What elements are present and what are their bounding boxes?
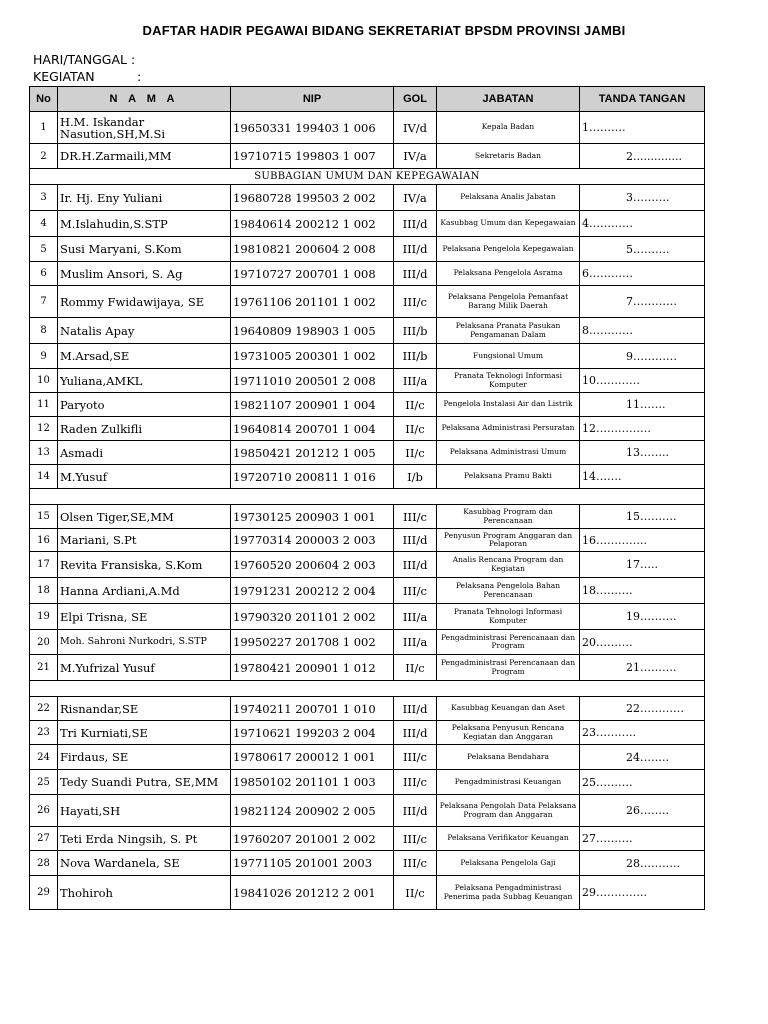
cell-no: 14 [30,465,58,489]
cell-gol: III/d [394,529,437,552]
cell-nip: 19790320 201101 2 002 [231,604,394,630]
cell-no: 24 [30,745,58,770]
cell-jabatan: Pelaksana Verifikator Keuangan [437,827,580,851]
cell-tanda-tangan: 11……. [580,393,705,417]
kegiatan-line [33,69,142,84]
cell-tanda-tangan: 5………. [580,237,705,262]
cell-nip: 19821124 200902 2 005 [231,795,394,827]
cell-tanda-tangan: 10………… [580,369,705,393]
cell-tanda-tangan: 12…………… [580,417,705,441]
cell-gol: III/c [394,505,437,529]
table-row [30,144,705,169]
cell-jabatan: Pengelola Instalasi Air dan Listrik [437,393,580,417]
cell-nip: 19650331 199403 1 006 [231,112,394,144]
cell-nip: 19710715 199803 1 007 [231,144,394,169]
table-row [30,237,705,262]
cell-no: 2 [30,144,58,169]
cell-jabatan: Pelaksana Pranata Pasukan Pengamanan Dalam [437,318,580,344]
cell-nama: Muslim Ansori, S. Ag [58,262,231,286]
cell-tanda-tangan: 22………… [580,697,705,721]
cell-no: 19 [30,604,58,630]
cell-nip: 19740211 200701 1 010 [231,697,394,721]
cell-no: 9 [30,344,58,369]
cell-jabatan: Kasubbag Program dan Perencanaan [437,505,580,529]
cell-nama: Firdaus, SE [58,745,231,770]
cell-no: 4 [30,211,58,237]
cell-gol: III/d [394,697,437,721]
header-nama: N A M A [58,87,231,112]
cell-jabatan: Sekretaris Badan [437,144,580,169]
table-row [30,655,705,681]
cell-no: 28 [30,851,58,876]
cell-no: 16 [30,529,58,552]
cell-gol: II/c [394,655,437,681]
attendance-table [29,86,705,910]
cell-nip: 19720710 200811 1 016 [231,465,394,489]
cell-no: 5 [30,237,58,262]
table-row [30,417,705,441]
cell-gol: III/c [394,286,437,318]
attendance-rows [30,112,705,910]
cell-nama: Hanna Ardiani,A.Md [58,578,231,604]
cell-jabatan: Pelaksana Pengolah Data Pelaksana Program dan Anggaran [437,795,580,827]
table-row [30,112,705,144]
cell-tanda-tangan: 8………… [580,318,705,344]
cell-gol: IV/a [394,144,437,169]
cell-no: 22 [30,697,58,721]
header-no: No [30,87,58,112]
cell-gol: III/c [394,851,437,876]
cell-gol: I/b [394,465,437,489]
table-row [30,262,705,286]
cell-no: 29 [30,876,58,910]
cell-gol: III/b [394,318,437,344]
cell-jabatan: Pelaksana Pengelola Bahan Perencanaan [437,578,580,604]
table-row [30,529,705,552]
cell-gol: III/a [394,369,437,393]
cell-tanda-tangan: 26…….. [580,795,705,827]
table-row [30,344,705,369]
table-row [30,578,705,604]
cell-nama: M.Yusuf [58,465,231,489]
cell-tanda-tangan: 23……….. [580,721,705,745]
cell-jabatan: Pranata Tehnologi Informasi Komputer [437,604,580,630]
table-row [30,795,705,827]
separator-row [30,489,705,505]
cell-tanda-tangan: 21………. [580,655,705,681]
cell-jabatan: Pelaksana Pengelola Gaji [437,851,580,876]
cell-jabatan: Kasubbag Umum dan Kepegawaian [437,211,580,237]
cell-nama: Rommy Fwidawijaya, SE [58,286,231,318]
cell-jabatan: Kepala Badan [437,112,580,144]
table-row [30,876,705,910]
cell-nip: 19810821 200604 2 008 [231,237,394,262]
table-row [30,604,705,630]
cell-jabatan: Penyusun Program Anggaran dan Pelaporan [437,529,580,552]
cell-nip: 19791231 200212 2 004 [231,578,394,604]
cell-gol: III/b [394,344,437,369]
table-row [30,286,705,318]
cell-nama: Elpi Trisna, SE [58,604,231,630]
cell-tanda-tangan: 9………… [580,344,705,369]
cell-nama: Tedy Suandi Putra, SE,MM [58,770,231,795]
cell-nama: Natalis Apay [58,318,231,344]
cell-jabatan: Fungsional Umum [437,344,580,369]
cell-jabatan: Pelaksana Penyusun Rencana Kegiatan dan Anggaran [437,721,580,745]
cell-nip: 19711010 200501 2 008 [231,369,394,393]
cell-nip: 19841026 201212 2 001 [231,876,394,910]
cell-tanda-tangan: 27………. [580,827,705,851]
cell-tanda-tangan: 28……….. [580,851,705,876]
cell-gol: III/d [394,795,437,827]
cell-nama: Nova Wardanela, SE [58,851,231,876]
cell-gol: III/d [394,211,437,237]
table-row [30,745,705,770]
cell-nip: 19710727 200701 1 008 [231,262,394,286]
blank-cell [30,681,705,697]
cell-no: 13 [30,441,58,465]
cell-jabatan: Pengadministrasi Keuangan [437,770,580,795]
cell-nama: Risnandar,SE [58,697,231,721]
header-gol: GOL [394,87,437,112]
cell-jabatan: Pelaksana Administrasi Umum [437,441,580,465]
cell-nip: 19710621 199203 2 004 [231,721,394,745]
table-row [30,393,705,417]
table-header-row [30,87,705,112]
cell-jabatan: Pranata Teknologi Informasi Komputer [437,369,580,393]
table-row [30,211,705,237]
cell-gol: III/d [394,262,437,286]
cell-nama: Susi Maryani, S.Kom [58,237,231,262]
cell-nip: 19780617 200012 1 001 [231,745,394,770]
table-row [30,721,705,745]
cell-nama: Asmadi [58,441,231,465]
cell-tanda-tangan: 13…….. [580,441,705,465]
cell-tanda-tangan: 29………….. [580,876,705,910]
cell-no: 7 [30,286,58,318]
blank-cell [30,489,705,505]
cell-tanda-tangan: 3………. [580,185,705,211]
cell-gol: III/d [394,552,437,578]
cell-nip: 19770314 200003 2 003 [231,529,394,552]
cell-nip: 19850102 201101 1 003 [231,770,394,795]
cell-gol: III/c [394,770,437,795]
cell-tanda-tangan: 6………… [580,262,705,286]
cell-nama: M.Yufrizal Yusuf [58,655,231,681]
cell-nama: Olsen Tiger,SE,MM [58,505,231,529]
cell-jabatan: Pengadministrasi Perencanaan dan Program [437,655,580,681]
kegiatan-label: KEGIATAN [33,69,95,84]
cell-nama: M.Arsad,SE [58,344,231,369]
cell-no: 6 [30,262,58,286]
table-row [30,505,705,529]
cell-gol: III/c [394,578,437,604]
cell-nip: 19760207 201001 2 002 [231,827,394,851]
cell-gol: III/a [394,630,437,655]
cell-nama: Teti Erda Ningsih, S. Pt [58,827,231,851]
cell-jabatan: Pelaksana Pengelola Kepegawaian [437,237,580,262]
table-row [30,827,705,851]
section-row [30,169,705,185]
cell-no: 15 [30,505,58,529]
header-tanda-tangan: TANDA TANGAN [580,87,705,112]
cell-gol: II/c [394,876,437,910]
cell-no: 20 [30,630,58,655]
section-title: SUBBAGIAN UMUM DAN KEPEGAWAIAN [30,169,705,185]
cell-nama: Paryoto [58,393,231,417]
cell-no: 17 [30,552,58,578]
cell-tanda-tangan: 2.............. [580,144,705,169]
cell-jabatan: Pelaksana Pramu Bakti [437,465,580,489]
cell-no: 21 [30,655,58,681]
cell-no: 23 [30,721,58,745]
cell-jabatan: Pelaksana Bendahara [437,745,580,770]
cell-gol: II/c [394,393,437,417]
cell-nip: 19950227 201708 1 002 [231,630,394,655]
cell-tanda-tangan: 17….. [580,552,705,578]
cell-nip: 19780421 200901 1 012 [231,655,394,681]
cell-nama: Hayati,SH [58,795,231,827]
cell-nama: Thohiroh [58,876,231,910]
cell-nama: Revita Fransiska, S.Kom [58,552,231,578]
cell-gol: III/c [394,745,437,770]
cell-tanda-tangan: 25………. [580,770,705,795]
cell-no: 3 [30,185,58,211]
cell-nama: DR.H.Zarmaili,MM [58,144,231,169]
table-row [30,630,705,655]
cell-no: 10 [30,369,58,393]
cell-jabatan: Pelaksana Pengadministrasi Penerima pada Subbag Keuangan [437,876,580,910]
cell-no: 27 [30,827,58,851]
table-row [30,369,705,393]
cell-gol: II/c [394,417,437,441]
cell-gol: IV/a [394,185,437,211]
cell-jabatan: Pelaksana Pengelola Pemanfaat Barang Milik Daerah [437,286,580,318]
cell-nip: 19850421 201212 1 005 [231,441,394,465]
cell-no: 25 [30,770,58,795]
separator-row [30,681,705,697]
cell-nip: 19640809 198903 1 005 [231,318,394,344]
table-row [30,552,705,578]
kegiatan-colon: : [137,69,142,84]
cell-gol: III/a [394,604,437,630]
cell-nip: 19640814 200701 1 004 [231,417,394,441]
table-row [30,441,705,465]
cell-nip: 19730125 200903 1 001 [231,505,394,529]
table-row [30,770,705,795]
cell-tanda-tangan: 24…….. [580,745,705,770]
cell-nama: Tri Kurniati,SE [58,721,231,745]
document-title: DAFTAR HADIR PEGAWAI BIDANG SEKRETARIAT BPSDM PROVINSI JAMBI [142,23,626,38]
cell-nama: Ir. Hj. Eny Yuliani [58,185,231,211]
table-row [30,851,705,876]
cell-jabatan: Pengadministrasi Perencanaan dan Program [437,630,580,655]
cell-nama: H.M. Iskandar Nasution,SH,M.Si [58,112,231,144]
cell-tanda-tangan: 18………. [580,578,705,604]
cell-nama: Raden Zulkifli [58,417,231,441]
cell-nama: Yuliana,AMKL [58,369,231,393]
cell-gol: III/c [394,827,437,851]
cell-jabatan: Kasubbag Keuangan dan Aset [437,697,580,721]
cell-tanda-tangan: 19………. [580,604,705,630]
table-row [30,185,705,211]
cell-nama: M.Islahudin,S.STP [58,211,231,237]
cell-gol: III/d [394,237,437,262]
table-row [30,465,705,489]
cell-nip: 19761106 201101 1 002 [231,286,394,318]
header-nip: NIP [231,87,394,112]
hari-tanggal-label: HARI/TANGGAL : [33,52,136,67]
cell-no: 8 [30,318,58,344]
cell-nip: 19680728 199503 2 002 [231,185,394,211]
cell-no: 18 [30,578,58,604]
header-jabatan: JABATAN [437,87,580,112]
cell-nip: 19840614 200212 1 002 [231,211,394,237]
cell-no: 12 [30,417,58,441]
cell-nip: 19731005 200301 1 002 [231,344,394,369]
cell-nip: 19760520 200604 2 003 [231,552,394,578]
cell-tanda-tangan: 15………. [580,505,705,529]
cell-tanda-tangan: 4………… [580,211,705,237]
cell-tanda-tangan: 1………. [580,112,705,144]
cell-tanda-tangan: 20………. [580,630,705,655]
cell-nip: 19821107 200901 1 004 [231,393,394,417]
cell-nama: Moh. Sahroni Nurkodri, S.STP [58,630,231,655]
cell-no: 26 [30,795,58,827]
cell-jabatan: Pelaksana Analis Jabatan [437,185,580,211]
cell-gol: IV/d [394,112,437,144]
cell-jabatan: Pelaksana Pengelola Asrama [437,262,580,286]
cell-nip: 19771105 201001 2003 [231,851,394,876]
cell-tanda-tangan: 16………….. [580,529,705,552]
cell-jabatan: Analis Rencana Program dan Kegiatan [437,552,580,578]
cell-nama: Mariani, S.Pt [58,529,231,552]
cell-gol: III/d [394,721,437,745]
table-row [30,318,705,344]
cell-no: 11 [30,393,58,417]
cell-no: 1 [30,112,58,144]
cell-gol: II/c [394,441,437,465]
cell-tanda-tangan: 14……. [580,465,705,489]
table-row [30,697,705,721]
cell-tanda-tangan: 7………… [580,286,705,318]
cell-jabatan: Pelaksana Administrasi Persuratan [437,417,580,441]
